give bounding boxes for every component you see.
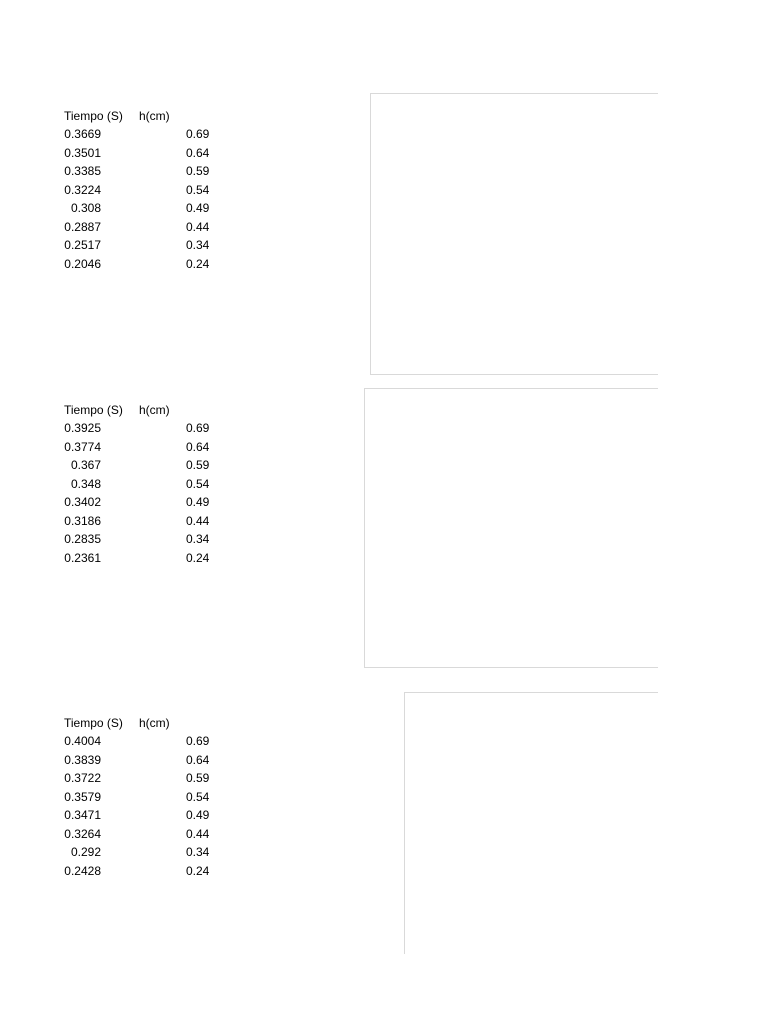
cell-tiempo: 0.2835 — [64, 532, 101, 546]
chart-1 — [370, 93, 658, 375]
table-row — [64, 164, 224, 183]
cell-h: 0.44 — [186, 826, 210, 841]
header-tiempo: Tiempo (S) — [64, 403, 123, 417]
table-row — [64, 734, 224, 753]
table-row — [64, 477, 224, 496]
table-row — [64, 421, 224, 440]
table-row — [64, 864, 224, 883]
cell-tiempo: 0.292 — [70, 845, 101, 859]
table-row — [64, 827, 224, 846]
cell-h: 0.64 — [186, 752, 210, 767]
table-row — [64, 514, 224, 533]
cell-h: 0.24 — [186, 550, 210, 565]
table-row — [64, 458, 224, 477]
cell-h: 0.69 — [186, 127, 210, 141]
cell-h: 0.54 — [186, 476, 210, 491]
cell-tiempo: 0.3186 — [64, 513, 101, 528]
cell-tiempo: 0.3501 — [64, 145, 101, 160]
cell-tiempo: 0.308 — [70, 201, 101, 215]
cell-tiempo: 0.3774 — [64, 439, 101, 454]
chart-2 — [364, 388, 658, 668]
cell-tiempo: 0.3579 — [64, 789, 101, 804]
table-row — [64, 495, 224, 514]
cell-h: 0.34 — [186, 532, 210, 546]
cell-tiempo: 0.3669 — [64, 127, 101, 141]
table-row — [64, 183, 224, 202]
cell-tiempo: 0.2046 — [64, 256, 101, 271]
cell-h: 0.49 — [186, 201, 210, 215]
cell-h: 0.64 — [186, 145, 210, 160]
cell-h: 0.59 — [186, 164, 210, 178]
table-row — [64, 146, 224, 165]
header-tiempo: Tiempo (S) — [64, 109, 123, 123]
table-row — [64, 220, 224, 239]
cell-tiempo: 0.2517 — [64, 238, 101, 252]
cell-tiempo: 0.2428 — [64, 863, 101, 878]
table-row — [64, 201, 224, 220]
cell-tiempo: 0.348 — [70, 476, 101, 491]
table-row — [64, 845, 224, 864]
cell-h: 0.49 — [186, 808, 210, 822]
table-row — [64, 238, 224, 257]
cell-h: 0.49 — [186, 495, 210, 509]
cell-h: 0.24 — [186, 863, 210, 878]
table-header — [64, 403, 170, 417]
cell-tiempo: 0.3385 — [64, 164, 101, 178]
table-row — [64, 257, 224, 276]
cell-h: 0.54 — [186, 182, 210, 197]
table-row — [64, 440, 224, 459]
cell-tiempo: 0.2887 — [64, 219, 101, 234]
cell-h: 0.64 — [186, 439, 210, 454]
table-row — [64, 808, 224, 827]
cell-tiempo: 0.3839 — [64, 752, 101, 767]
header-h: h(cm) — [139, 403, 170, 417]
cell-tiempo: 0.3402 — [64, 495, 101, 509]
table-row — [64, 753, 224, 772]
cell-tiempo: 0.2361 — [64, 550, 101, 565]
cell-tiempo: 0.3264 — [64, 826, 101, 841]
cell-h: 0.34 — [186, 845, 210, 859]
cell-tiempo: 0.3925 — [64, 421, 101, 435]
header-tiempo: Tiempo (S) — [64, 716, 123, 730]
chart-3 — [404, 692, 658, 954]
header-h: h(cm) — [139, 109, 170, 123]
cell-tiempo: 0.3722 — [64, 771, 101, 785]
cell-h: 0.69 — [186, 734, 210, 748]
cell-h: 0.24 — [186, 256, 210, 271]
cell-h: 0.34 — [186, 238, 210, 252]
table-row — [64, 771, 224, 790]
table-header — [64, 716, 170, 730]
cell-tiempo: 0.367 — [70, 458, 101, 472]
cell-tiempo: 0.3224 — [64, 182, 101, 197]
cell-h: 0.59 — [186, 771, 210, 785]
cell-h: 0.44 — [186, 513, 210, 528]
header-h: h(cm) — [139, 716, 170, 730]
table-header — [64, 109, 170, 123]
cell-tiempo: 0.3471 — [64, 808, 101, 822]
table-row — [64, 551, 224, 570]
cell-h: 0.69 — [186, 421, 210, 435]
table-row — [64, 532, 224, 551]
table-row — [64, 790, 224, 809]
cell-h: 0.59 — [186, 458, 210, 472]
cell-h: 0.54 — [186, 789, 210, 804]
cell-tiempo: 0.4004 — [64, 734, 101, 748]
table-row — [64, 127, 224, 146]
cell-h: 0.44 — [186, 219, 210, 234]
